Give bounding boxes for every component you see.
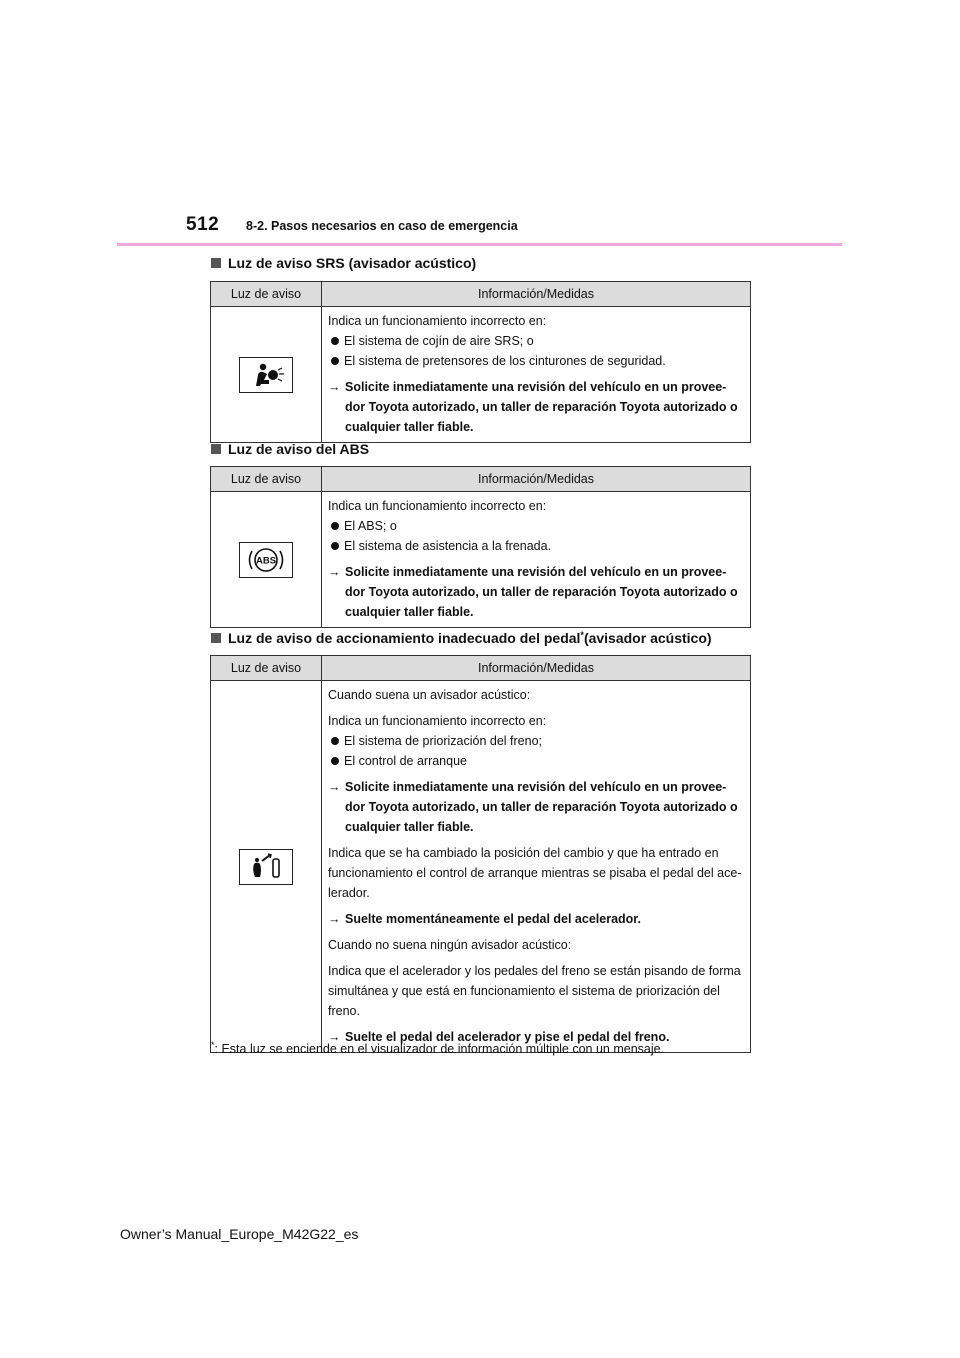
bullet-item: El sistema de cojín de aire SRS; o bbox=[328, 331, 745, 351]
header-divider bbox=[117, 243, 842, 246]
section-square-icon bbox=[211, 258, 221, 268]
bullet-item: El control de arranque bbox=[328, 751, 745, 771]
paragraph-text: Indica que se ha cambiado la posición del cambio y que ha entrado en funcionamiento el control de arranque mientras se pisaba el pedal del ace-lerador. bbox=[328, 846, 742, 900]
paragraph-text: Indica que el acelerador y los pedales del freno se están pisando de forma simultánea y que está en funcionamiento el sistema de priorización del freno. bbox=[328, 964, 741, 1018]
footnote-mark: * bbox=[211, 1040, 215, 1050]
table-header-row bbox=[211, 467, 751, 492]
column-header-warning-light: Luz de aviso bbox=[211, 467, 322, 492]
arrow-icon: → bbox=[328, 380, 341, 394]
column-header-info: Información/Medidas bbox=[322, 656, 751, 681]
column-header-info: Información/Medidas bbox=[322, 467, 751, 492]
section-heading-pedal bbox=[211, 630, 712, 646]
arrow-icon: → bbox=[328, 1030, 341, 1044]
column-header-warning-light: Luz de aviso bbox=[211, 656, 322, 681]
action-text: Solicite inmediatamente una revisión del vehículo en un provee-dor Toyota autorizado, un taller de reparación Toyota autorizado o cualquier taller fiable. bbox=[345, 780, 738, 834]
icon-cell bbox=[211, 307, 322, 443]
bullet-item: El sistema de pretensores de los cinturones de seguridad. bbox=[328, 351, 745, 371]
bullet-item: El ABS; o bbox=[328, 516, 745, 536]
footnote-mark: * bbox=[580, 630, 584, 640]
footnote-text: : Esta luz se enciende en el visualizador de información múltiple con un mensaje. bbox=[214, 1042, 665, 1057]
info-cell bbox=[322, 307, 751, 443]
section-title-suffix: (avisador acústico) bbox=[583, 630, 712, 646]
arrow-icon: → bbox=[328, 780, 341, 794]
icon-cell bbox=[211, 492, 322, 628]
table-header-row bbox=[211, 282, 751, 307]
table-header-row bbox=[211, 656, 751, 681]
chapter-title: 8-2. Pasos necesarios en caso de emergencia bbox=[246, 219, 518, 233]
intro-text: Indica un funcionamiento incorrecto en: bbox=[328, 499, 547, 513]
table-row bbox=[211, 681, 751, 1053]
action-text: Solicite inmediatamente una revisión del vehículo en un provee-dor Toyota autorizado, un taller de reparación Toyota autorizado o cualquier taller fiable. bbox=[345, 380, 738, 434]
table-row bbox=[211, 307, 751, 443]
section-heading-srs bbox=[211, 255, 476, 271]
action-text: Suelte el pedal del acelerador y pise el pedal del freno. bbox=[345, 1030, 670, 1044]
arrow-icon: → bbox=[328, 912, 341, 926]
bullet-item: El sistema de priorización del freno; bbox=[328, 731, 745, 751]
section-title: Luz de aviso SRS (avisador acústico) bbox=[228, 255, 477, 271]
pedal-warning-table bbox=[210, 655, 751, 1053]
action-item bbox=[328, 777, 745, 837]
abs-icon bbox=[239, 542, 293, 578]
paragraph-text: Cuando suena un avisador acústico: bbox=[328, 688, 531, 702]
info-cell bbox=[322, 681, 751, 1053]
section-heading-abs bbox=[211, 441, 369, 457]
action-text: Suelte momentáneamente el pedal del acelerador. bbox=[345, 912, 641, 926]
info-cell bbox=[322, 492, 751, 628]
action-text: Solicite inmediatamente una revisión del vehículo en un provee-dor Toyota autorizado, un taller de reparación Toyota autorizado o cualquier taller fiable. bbox=[345, 565, 738, 619]
section-title: Luz de aviso del ABS bbox=[228, 441, 370, 457]
section-square-icon bbox=[211, 633, 221, 643]
action-item bbox=[328, 909, 745, 929]
pedal-misoperation-icon bbox=[239, 849, 293, 885]
icon-cell bbox=[211, 681, 322, 1053]
bullet-item: El sistema de asistencia a la frenada. bbox=[328, 536, 745, 556]
srs-warning-table bbox=[210, 281, 751, 443]
arrow-icon: → bbox=[328, 565, 341, 579]
action-item bbox=[328, 562, 745, 622]
action-item bbox=[328, 377, 745, 437]
intro-text: Indica un funcionamiento incorrecto en: bbox=[328, 314, 547, 328]
table-row bbox=[211, 492, 751, 628]
footnote bbox=[211, 1040, 664, 1056]
manual-id: Owner’s Manual_Europe_M42G22_es bbox=[120, 1226, 359, 1242]
page-number: 512 bbox=[186, 214, 220, 235]
abs-warning-table bbox=[210, 466, 751, 628]
column-header-warning-light: Luz de aviso bbox=[211, 282, 322, 307]
section-title: Luz de aviso de accionamiento inadecuado del pedal bbox=[228, 630, 581, 646]
srs-airbag-icon bbox=[239, 357, 293, 393]
paragraph-text: Cuando no suena ningún avisador acústico: bbox=[328, 938, 572, 952]
abs-icon-label: ABS bbox=[255, 555, 277, 566]
section-square-icon bbox=[211, 444, 221, 454]
column-header-info: Información/Medidas bbox=[322, 282, 751, 307]
intro-text: Indica un funcionamiento incorrecto en: bbox=[328, 714, 547, 728]
